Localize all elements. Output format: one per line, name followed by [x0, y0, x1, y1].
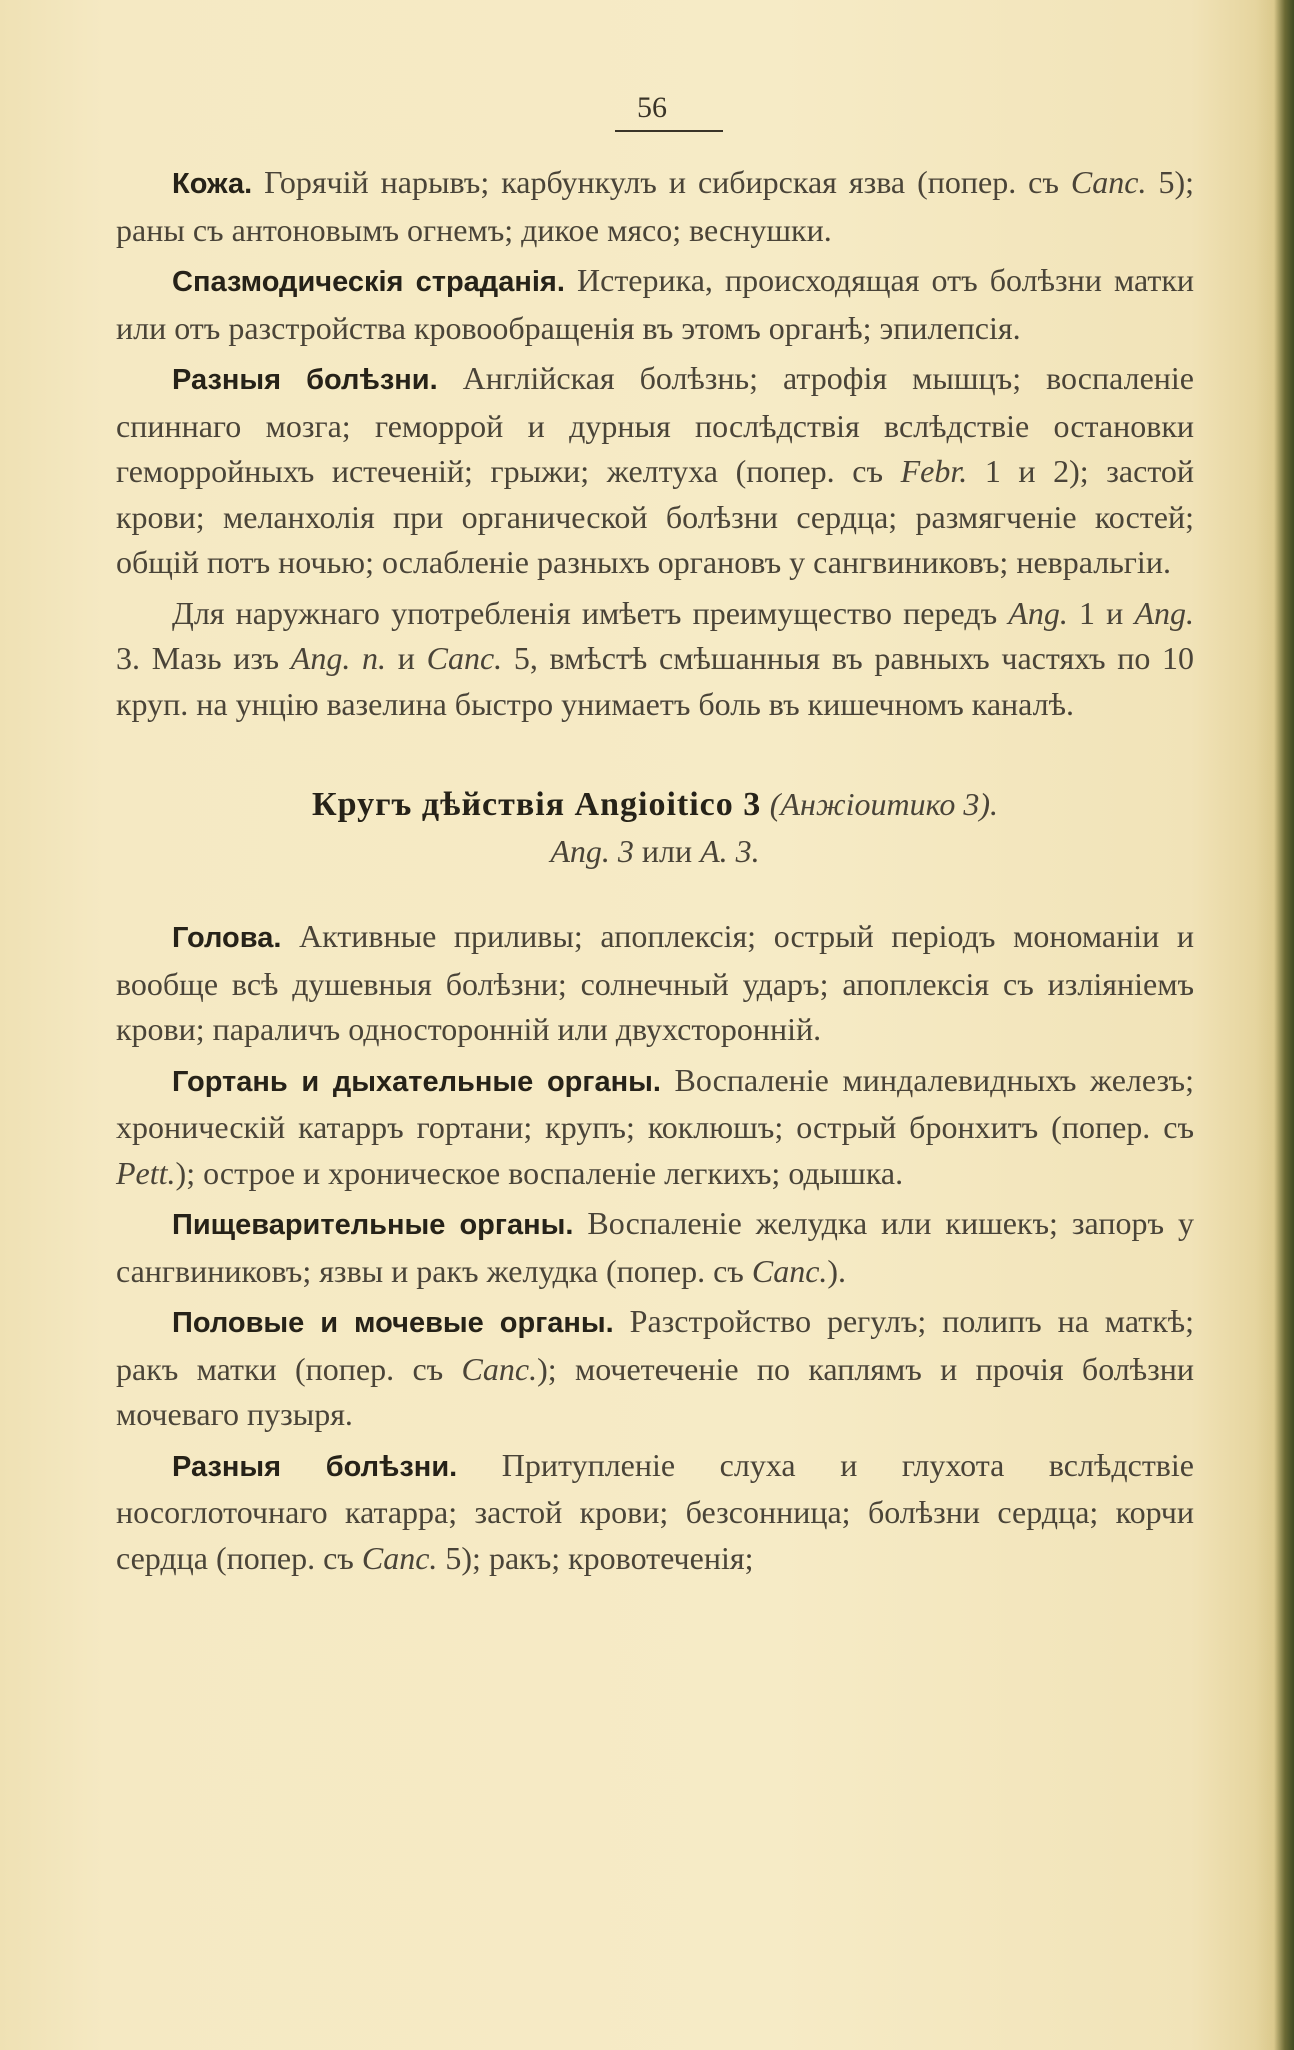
- paragraph-head: Голова. Активные приливы; апоплексія; острый періодъ мономаніи и вообще всѣ душевныя болѣзни; солнечный ударъ; апоплексія съ изліяніемъ крови; параличъ односторонній или двухсторонній.: [116, 918, 1194, 1047]
- section-subtitle: Ang. 3 или A. 3.: [550, 833, 760, 869]
- heading-various-1: Разныя болѣзни.: [172, 364, 438, 396]
- heading-larynx: Гортань и дыхательные органы.: [172, 1065, 661, 1098]
- paragraph-spasmodic: Спазмодическія страданія. Истерика, происходящая отъ болѣзни матки или отъ разстройства кровообращенія въ этомъ органѣ; эпилепсія.: [116, 262, 1195, 346]
- page-content: [116, 90, 1194, 1581]
- heading-spasmodic: Спазмодическія страданія.: [172, 266, 565, 298]
- heading-skin: Кожа.: [172, 168, 253, 200]
- section-title-italic: (Анжіоитико 3).: [769, 786, 999, 822]
- heading-various-2: Разныя болѣзни.: [172, 1450, 458, 1483]
- paragraph-various-2: Разныя болѣзни. Притупленіе слуха и глухота вслѣдствіе носоглоточнаго катарра; застой крови; безсонница; болѣзни сердца; корчи сердца (попер. съ Canc. 5); ракъ; кровотеченія;: [116, 1446, 1195, 1576]
- page-edge-shadow: [1274, 0, 1294, 2050]
- paragraph-external-use: Для наружнаго употребленія имѣетъ преимущество передъ Ang. 1 и Ang. 3. Мазь изъ Ang. n. и Canc. 5, вмѣстѣ смѣшанныя въ равныхъ частяхъ по 10 круп. на унцію вазелина быстро унимаетъ боль въ кишечномъ каналѣ.: [116, 594, 1195, 722]
- page-number: 56: [637, 91, 667, 124]
- heading-head: Голова.: [172, 922, 282, 954]
- paragraph-skin: Кожа. Горячій нарывъ; карбункулъ и сибирская язва (попер. съ Canc. 5); раны съ антоновымъ огнемъ; дикое мясо; веснушки.: [116, 164, 1195, 248]
- paragraph-digestive: Пищеварительные органы. Воспаленіе желудка или кишекъ; запоръ у сангвиниковъ; язвы и ракъ желудка (попер. съ Canc.).: [116, 1205, 1194, 1289]
- section-title-main: Кругъ дѣйствія Angioitico 3: [311, 786, 762, 823]
- page-number-rule: [615, 130, 723, 132]
- section-title: [116, 781, 1194, 828]
- heading-genitourinary: Половые и мочевые органы.: [172, 1307, 614, 1339]
- paragraph-larynx: Гортань и дыхательные органы. Воспаленіе миндалевидныхъ железъ; хроническій катарръ гортани; крупъ; коклюшъ; острый бронхитъ (попер. съ Pett.); острое и хроническое воспаленіе легкихъ; одышка.: [116, 1061, 1194, 1191]
- heading-digestive: Пищеварительные органы.: [172, 1209, 574, 1241]
- paragraph-various-1: Разныя болѣзни. Англійская болѣзнь; атрофія мышцъ; воспаленіе спиннаго мозга; геморрой и дурныя послѣдствія вслѣдствіе остановки геморройныхъ истеченій; грыжи; желтуха (попер. съ Febr. 1 и 2); застой крови; меланхолія при органической болѣзни сердца; размягченіе костей; общій потъ ночью; ослабленіе разныхъ органовъ у сангвиниковъ; невральгіи.: [116, 360, 1195, 580]
- paragraph-genitourinary: Половые и мочевые органы. Разстройство регулъ; полипъ на маткѣ; ракъ матки (попер. съ Canc.); мочетеченіе по каплямъ и прочія болѣзни мочеваго пузыря.: [116, 1303, 1195, 1432]
